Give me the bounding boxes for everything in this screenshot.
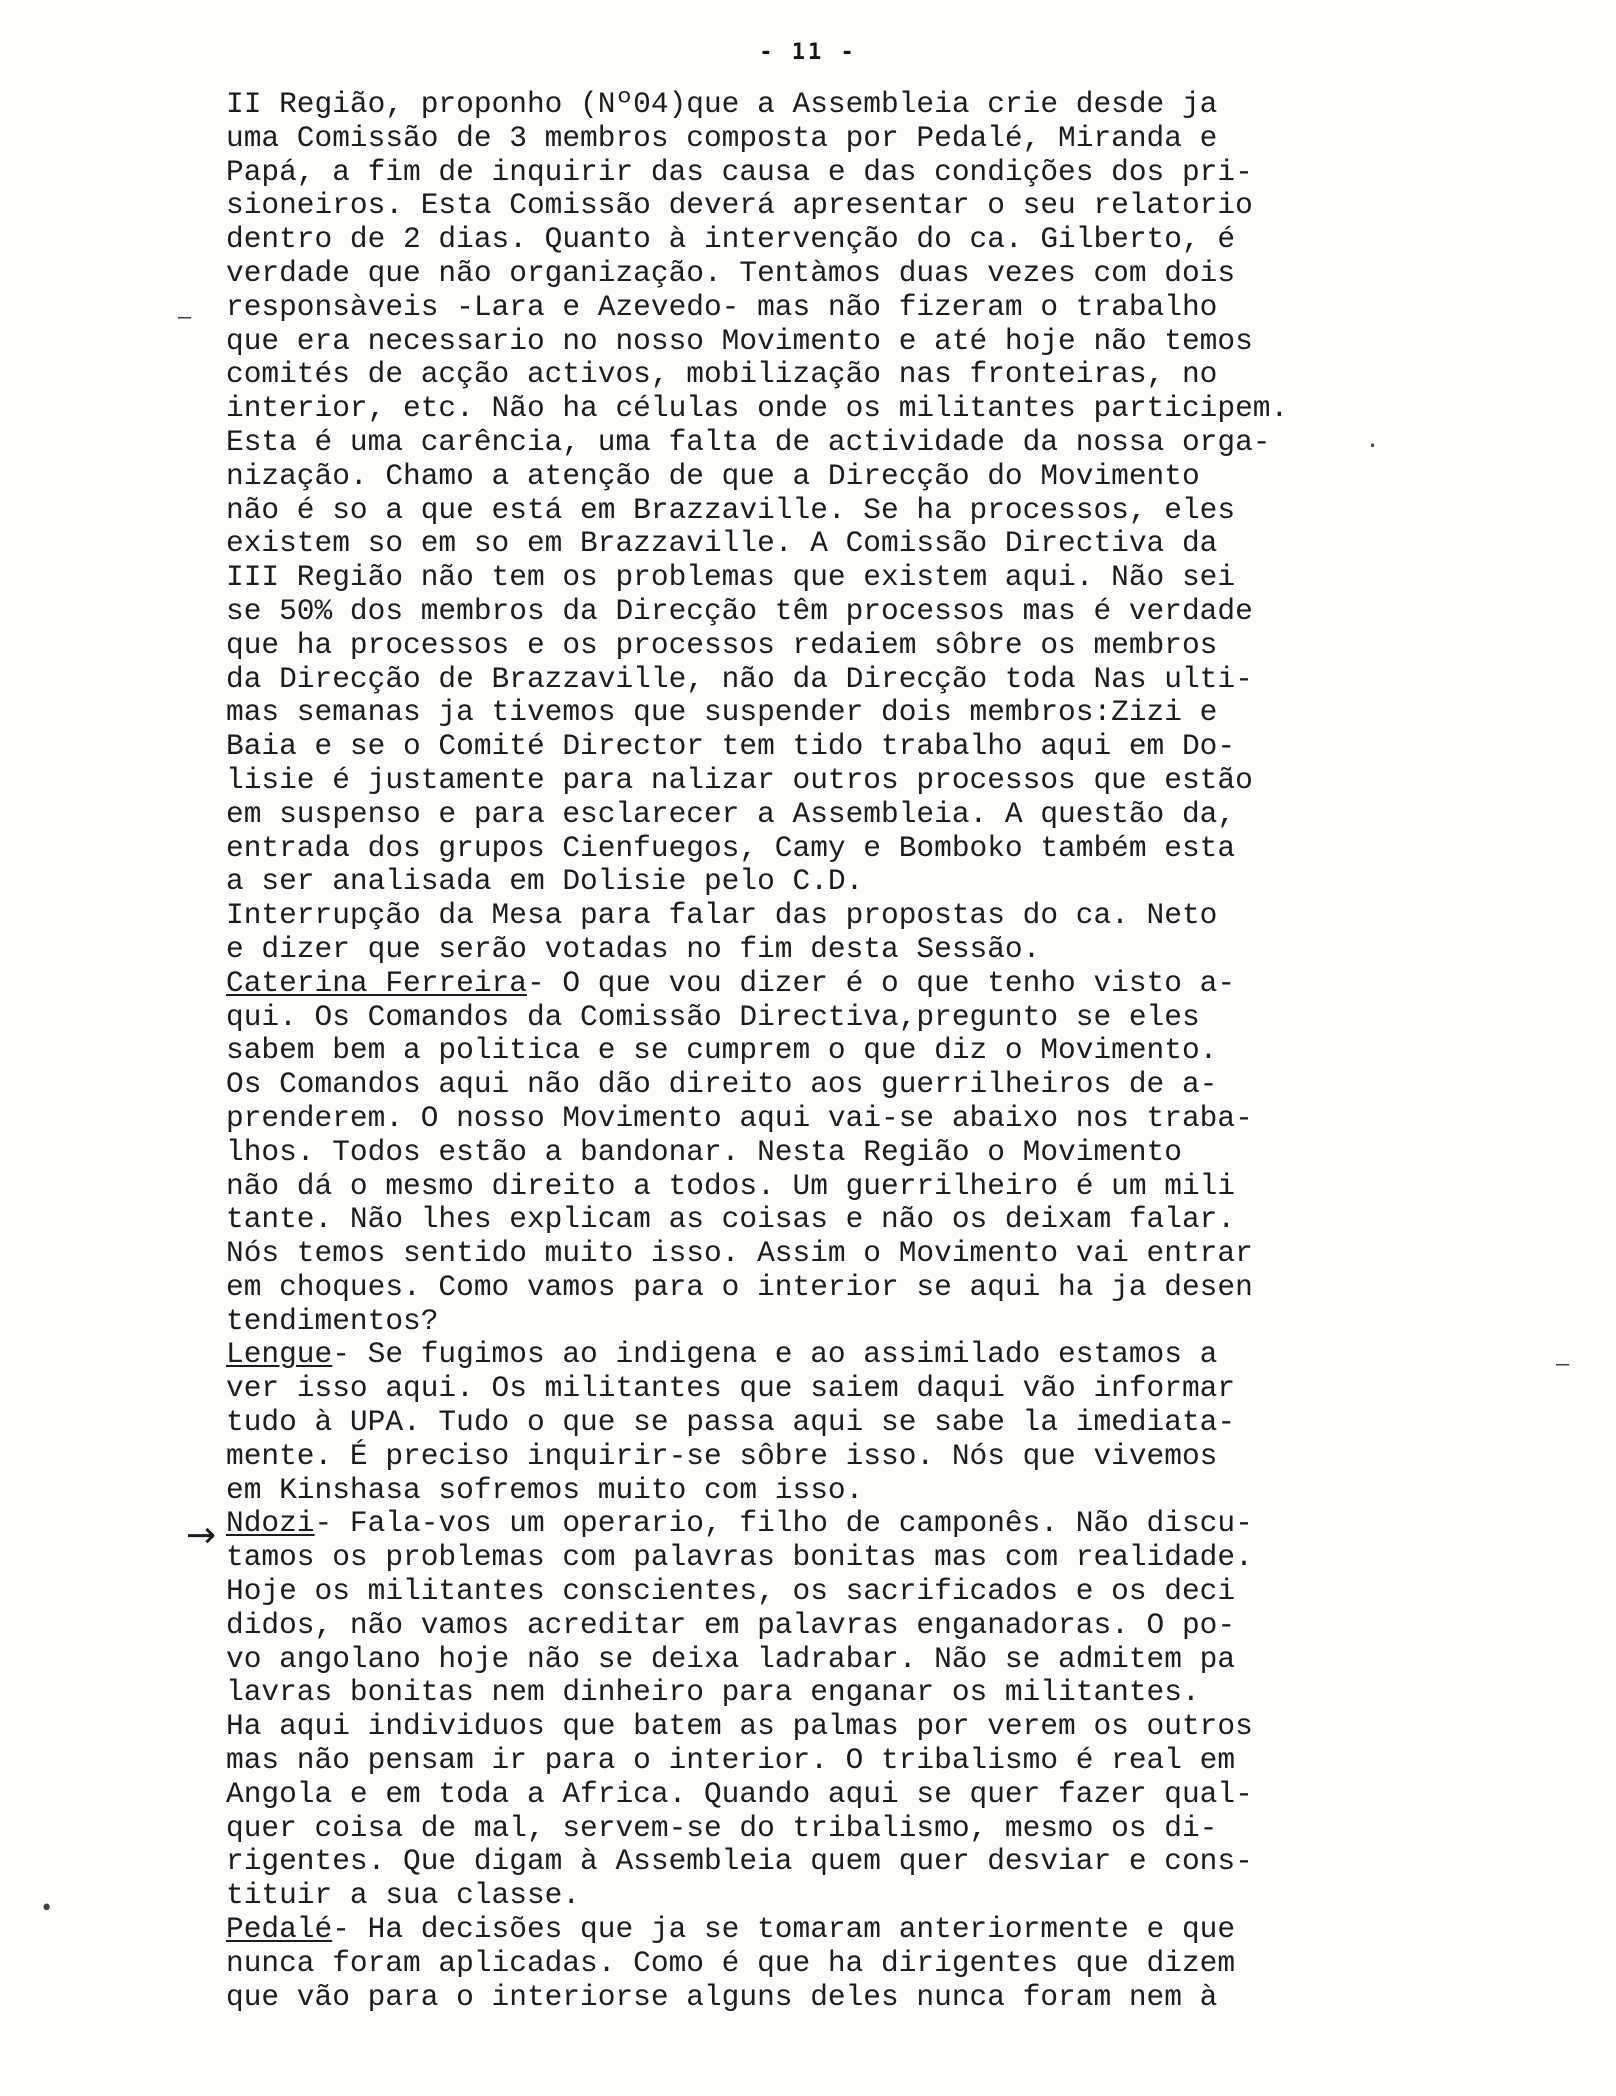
line-text: ver isso aqui. Os militantes que saiem daqui vão informar: [226, 1371, 1236, 1406]
speaker-line: [226, 1338, 1416, 1372]
line-text: que era necessario no nosso Movimento e até hoje não temos: [226, 323, 1253, 358]
text-line: [226, 1406, 1416, 1440]
text-line: [226, 1271, 1416, 1305]
line-text: sabem bem a politica e se cumprem o que diz o Movimento.: [226, 1033, 1218, 1068]
line-text: existem so em so em Brazzaville. A Comissão Directiva da: [226, 526, 1218, 561]
text-line: [226, 189, 1416, 223]
line-text: tendimentos?: [226, 1303, 439, 1338]
speaker-name: Ndozi: [226, 1506, 315, 1541]
text-line: [226, 1778, 1416, 1812]
text-line: [226, 527, 1416, 561]
text-line: [226, 1845, 1416, 1879]
text-line: [226, 291, 1416, 325]
line-text: interior, etc. Não ha células onde os militantes participem.: [226, 391, 1289, 426]
text-line: [226, 1440, 1416, 1474]
speaker-line: [226, 967, 1416, 1001]
line-text: lisie é justamente para nalizar outros processos que estão: [226, 762, 1253, 797]
text-line: [226, 88, 1416, 122]
line-text: lhos. Todos estão a bandonar. Nesta Região o Movimento: [226, 1134, 1182, 1169]
margin-dash-mark: –: [178, 305, 192, 330]
text-line: [226, 1541, 1416, 1575]
line-text: mas não pensam ir para o interior. O tribalismo é real em: [226, 1743, 1236, 1778]
line-text: nunca foram aplicadas. Como é que ha dirigentes que dizem: [226, 1945, 1236, 1980]
text-line: [226, 629, 1416, 663]
text-line: [226, 325, 1416, 359]
line-text: prenderem. O nosso Movimento aqui vai-se abaixo nos traba-: [226, 1100, 1253, 1135]
line-text: vo angolano hoje não se deixa ladrabar. Não se admitem pa: [226, 1641, 1236, 1676]
margin-right-dash-mark: –: [1556, 1352, 1570, 1377]
line-text: tudo à UPA. Tudo o que se passa aqui se sabe la imediata-: [226, 1405, 1236, 1440]
text-line: [226, 1609, 1416, 1643]
speaker-name: Pedalé: [226, 1912, 333, 1947]
page-number: - 11 -: [759, 40, 857, 65]
text-line: [226, 392, 1416, 426]
text-line: [226, 1575, 1416, 1609]
text-line: [226, 1710, 1416, 1744]
line-text: se 50% dos membros da Direcção têm processos mas é verdade: [226, 593, 1253, 628]
line-text: Os Comandos aqui não dão direito aos guerrilheiros de a-: [226, 1067, 1218, 1102]
text-line: [226, 933, 1416, 967]
text-line: [226, 1305, 1416, 1339]
text-line: [226, 426, 1416, 460]
margin-arrow-mark: →: [186, 1515, 217, 1556]
text-line: [226, 257, 1416, 291]
text-line: [226, 1237, 1416, 1271]
text-line: [226, 899, 1416, 933]
speaker-line: [226, 1913, 1416, 1947]
line-text: rigentes. Que digam à Assembleia quem quer desviar e cons-: [226, 1844, 1253, 1879]
text-line: [226, 1034, 1416, 1068]
line-text: sioneiros. Esta Comissão deverá apresentar o seu relatorio: [226, 188, 1253, 223]
margin-bullet-mark: •: [40, 1896, 54, 1921]
line-text: entrada dos grupos Cienfuegos, Camy e Bomboko também esta: [226, 830, 1236, 865]
line-text: verdade que não organização. Tentàmos duas vezes com dois: [226, 255, 1236, 290]
line-text: II Região, proponho (Nº04)que a Assembleia crie desde ja: [226, 87, 1218, 121]
line-text: didos, não vamos acreditar em palavras enganadoras. O po-: [226, 1607, 1236, 1642]
text-line: [226, 358, 1416, 392]
text-line: [226, 1981, 1416, 2015]
line-text: não é so a que está em Brazzaville. Se ha processos, eles: [226, 492, 1236, 527]
text-line: [226, 1947, 1416, 1981]
line-text: dentro de 2 dias. Quanto à intervenção do ca. Gilberto, é: [226, 222, 1236, 257]
document-body: [226, 88, 1416, 2014]
text-line: [226, 764, 1416, 798]
text-line: [226, 1136, 1416, 1170]
text-line: [226, 1879, 1416, 1913]
line-text: lavras bonitas nem dinheiro para enganar os militantes.: [226, 1675, 1200, 1710]
text-line: [226, 1068, 1416, 1102]
line-text: Ha aqui individuos que batem as palmas por verem os outros: [226, 1709, 1253, 1744]
text-line: [226, 663, 1416, 697]
text-line: [226, 798, 1416, 832]
line-text: em Kinshasa sofremos muito com isso.: [226, 1472, 864, 1507]
line-text: Papá, a fim de inquirir das causa e das condições dos pri-: [226, 154, 1253, 189]
line-text: Hoje os militantes conscientes, os sacrificados e os deci: [226, 1574, 1236, 1609]
speaker-name: Caterina Ferreira: [226, 965, 527, 1000]
text-line: [226, 1643, 1416, 1677]
text-line: [226, 1102, 1416, 1136]
text-line: [226, 1372, 1416, 1406]
line-text: qui. Os Comandos da Comissão Directiva,pregunto se eles: [226, 999, 1200, 1034]
line-text: em choques. Como vamos para o interior se aqui ha ja desen: [226, 1269, 1253, 1304]
line-text: - O que vou dizer é o que tenho visto a-: [526, 965, 1236, 1000]
line-text: mente. É preciso inquirir-se sôbre isso. Nós que vivemos: [226, 1438, 1218, 1473]
line-text: responsàveis -Lara e Azevedo- mas não fizeram o trabalho: [226, 289, 1218, 324]
text-line: [226, 1203, 1416, 1237]
line-text: nização. Chamo a atenção de que a Direcção do Movimento: [226, 458, 1200, 493]
speaker-line: [226, 1507, 1416, 1541]
text-line: [226, 494, 1416, 528]
text-line: [226, 122, 1416, 156]
speaker-name: Lengue: [226, 1337, 333, 1372]
line-text: mas semanas ja tivemos que suspender dois membros:Zizi e: [226, 695, 1218, 730]
line-text: - Ha decisões que ja se tomaram anteriormente e que: [332, 1912, 1236, 1947]
text-line: [226, 696, 1416, 730]
line-text: da Direcção de Brazzaville, não da Direcção toda Nas ulti-: [226, 661, 1253, 696]
margin-dot-mark: ·: [1366, 434, 1380, 459]
text-line: [226, 865, 1416, 899]
line-text: tante. Não lhes explicam as coisas e não os deixam falar.: [226, 1202, 1236, 1237]
line-text: tituir a sua classe.: [226, 1878, 581, 1913]
line-text: III Região não tem os problemas que existem aqui. Não sei: [226, 560, 1236, 595]
text-line: [226, 832, 1416, 866]
line-text: Esta é uma carência, uma falta de actividade da nossa orga-: [226, 424, 1271, 459]
text-line: [226, 223, 1416, 257]
line-text: tamos os problemas com palavras bonitas mas com realidade.: [226, 1540, 1253, 1575]
text-line: [226, 561, 1416, 595]
line-text: Angola e em toda a Africa. Quando aqui se quer fazer qual-: [226, 1776, 1253, 1811]
text-line: [226, 1474, 1416, 1508]
line-text: em suspenso e para esclarecer a Assembleia. A questão da,: [226, 796, 1236, 831]
line-text: e dizer que serão votadas no fim desta Sessão.: [226, 931, 1041, 966]
line-text: - Fala-vos um operario, filho de camponês. Não discu-: [314, 1506, 1253, 1541]
text-line: [226, 1744, 1416, 1778]
line-text: Nós temos sentido muito isso. Assim o Movimento vai entrar: [226, 1236, 1253, 1271]
text-line: [226, 460, 1416, 494]
line-text: Interrupção da Mesa para falar das propostas do ca. Neto: [226, 898, 1218, 933]
text-line: [226, 1676, 1416, 1710]
line-text: a ser analisada em Dolisie pelo C.D.: [226, 864, 864, 899]
line-text: quer coisa de mal, servem-se do tribalismo, mesmo os di-: [226, 1810, 1218, 1845]
text-line: [226, 730, 1416, 764]
line-text: Baia e se o Comité Director tem tido trabalho aqui em Do-: [226, 729, 1236, 764]
text-line: [226, 1170, 1416, 1204]
text-line: [226, 156, 1416, 190]
line-text: uma Comissão de 3 membros composta por Pedalé, Miranda e: [226, 120, 1218, 155]
text-line: [226, 1812, 1416, 1846]
text-line: [226, 1001, 1416, 1035]
line-text: que ha processos e os processos redaiem sôbre os membros: [226, 627, 1218, 662]
line-text: comités de acção activos, mobilização nas fronteiras, no: [226, 357, 1218, 392]
text-line: [226, 595, 1416, 629]
line-text: não dá o mesmo direito a todos. Um guerrilheiro é um mili: [226, 1168, 1236, 1203]
line-text: - Se fugimos ao indigena e ao assimilado estamos a: [332, 1337, 1218, 1372]
line-text: que vão para o interiorse alguns deles nunca foram nem à: [226, 1979, 1218, 2014]
